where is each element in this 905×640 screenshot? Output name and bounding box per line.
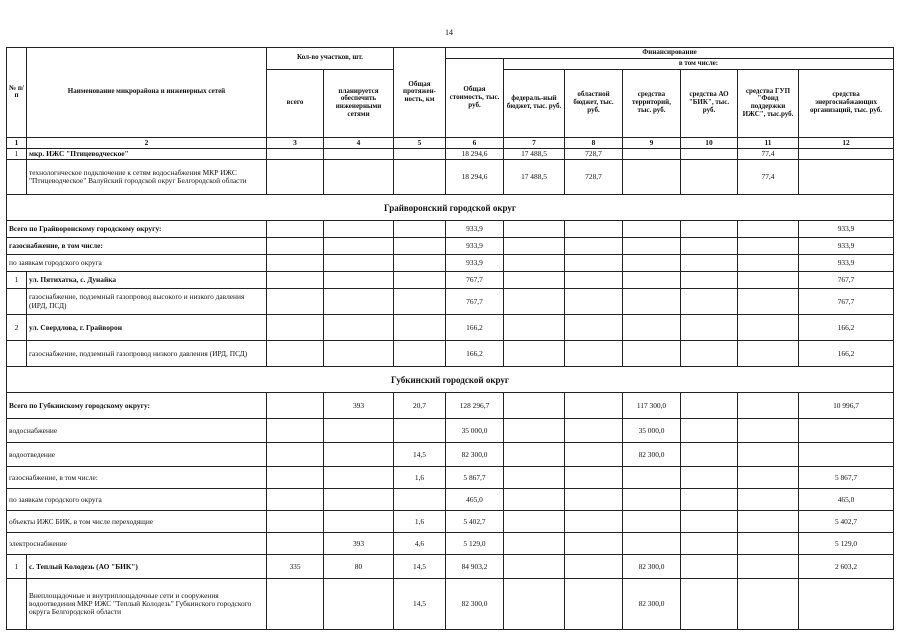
table-row	[7, 467, 894, 489]
header-regional: областной бюджет, тыс. руб.	[565, 69, 623, 137]
table-cell	[504, 555, 565, 579]
section-row	[7, 367, 894, 393]
table-cell: 77,4	[738, 160, 799, 195]
table-cell	[681, 511, 738, 533]
table-cell: 933,9	[446, 221, 504, 238]
table-cell: 933,9	[799, 238, 894, 255]
row-name: водоотведение	[7, 443, 267, 467]
table-cell	[324, 443, 394, 467]
table-cell	[267, 289, 324, 315]
row-name: Всего по Губкинскому городскому округу:	[7, 393, 267, 419]
row-number	[7, 341, 27, 367]
table-row	[7, 533, 894, 555]
table-cell: 5 129,0	[446, 533, 504, 555]
table-cell: 35 000,0	[623, 419, 681, 443]
header-num: № п/п	[7, 48, 27, 138]
table-cell: 5 867,7	[446, 467, 504, 489]
table-cell	[324, 221, 394, 238]
table-cell	[738, 419, 799, 443]
table-cell	[504, 341, 565, 367]
table-cell	[681, 341, 738, 367]
row-name: Внеплощадочные и внутриплощадочные сети и сооружения водоотведения МКР ИЖС "Теплый Колодезь" Губкинского городского округа Белгородской области	[27, 579, 267, 630]
section-row	[7, 195, 894, 221]
table-cell	[504, 467, 565, 489]
table-cell	[565, 419, 623, 443]
header-territory: средства территорий, тыс. руб.	[623, 69, 681, 137]
table-cell: 166,2	[446, 341, 504, 367]
table-cell	[681, 272, 738, 289]
table-cell	[267, 443, 324, 467]
table-cell: 767,7	[799, 272, 894, 289]
table-cell	[394, 255, 446, 272]
column-number: 4	[324, 137, 394, 148]
table-cell	[738, 533, 799, 555]
table-cell	[565, 272, 623, 289]
row-name: с. Теплый Колодезь (АО "БИК")	[27, 555, 267, 579]
table-cell: 14,5	[394, 555, 446, 579]
column-number: 3	[267, 137, 324, 148]
table-cell	[324, 315, 394, 341]
table-cell	[504, 315, 565, 341]
column-number: 2	[27, 137, 267, 148]
table-cell	[738, 255, 799, 272]
column-number: 7	[504, 137, 565, 148]
table-cell	[681, 289, 738, 315]
table-cell: 933,9	[799, 255, 894, 272]
table-cell: 82 300,0	[446, 443, 504, 467]
table-cell	[565, 555, 623, 579]
column-numbers-row	[7, 137, 894, 148]
table-cell	[394, 315, 446, 341]
table-cell	[565, 221, 623, 238]
table-cell	[738, 315, 799, 341]
row-name: по заявкам городского округа	[7, 255, 267, 272]
row-name: мкр. ИЖС "Птицеводческое"	[27, 148, 267, 159]
table-cell: 933,9	[799, 221, 894, 238]
table-cell: 5 402,7	[799, 511, 894, 533]
table-cell	[681, 555, 738, 579]
table-cell	[267, 221, 324, 238]
table-cell	[799, 443, 894, 467]
table-cell	[267, 148, 324, 159]
column-number: 6	[446, 137, 504, 148]
table-cell	[267, 255, 324, 272]
column-number: 1	[7, 137, 27, 148]
table-cell	[324, 579, 394, 630]
row-number	[7, 289, 27, 315]
table-cell: 14,5	[394, 443, 446, 467]
table-cell	[504, 511, 565, 533]
row-number: 2	[7, 315, 27, 341]
table-cell	[799, 148, 894, 159]
table-row	[7, 555, 894, 579]
table-cell: 4,6	[394, 533, 446, 555]
table-cell	[681, 393, 738, 419]
table-cell	[623, 148, 681, 159]
table-row	[7, 238, 894, 255]
table-cell: 767,7	[799, 289, 894, 315]
table-cell	[394, 160, 446, 195]
table-cell	[565, 579, 623, 630]
table-cell	[623, 315, 681, 341]
table-cell	[324, 511, 394, 533]
table-cell	[267, 315, 324, 341]
table-cell: 20,7	[394, 393, 446, 419]
table-cell: 728,7	[565, 148, 623, 159]
table-cell: 728,7	[565, 160, 623, 195]
table-cell	[799, 160, 894, 195]
table-cell	[738, 393, 799, 419]
table-cell: 18 294,6	[446, 160, 504, 195]
row-name: ул. Пятихатка, с. Дунайка	[27, 272, 267, 289]
table-cell: 128 296,7	[446, 393, 504, 419]
table-cell: 393	[324, 533, 394, 555]
table-cell	[738, 579, 799, 630]
table-cell: 166,2	[799, 315, 894, 341]
table-cell: 1,6	[394, 511, 446, 533]
table-cell	[799, 419, 894, 443]
table-cell	[324, 467, 394, 489]
table-cell	[324, 238, 394, 255]
table-cell	[681, 579, 738, 630]
row-name: по заявкам городского округа	[7, 489, 267, 511]
table-cell	[565, 289, 623, 315]
column-number: 5	[394, 137, 446, 148]
table-cell	[504, 489, 565, 511]
table-cell: 933,9	[446, 255, 504, 272]
table-cell	[623, 533, 681, 555]
table-cell	[504, 238, 565, 255]
table-cell	[681, 533, 738, 555]
table-row	[7, 419, 894, 443]
table-cell: 17 488,5	[504, 160, 565, 195]
table-cell	[394, 419, 446, 443]
table-cell	[324, 419, 394, 443]
table-cell	[504, 289, 565, 315]
row-number	[7, 160, 27, 195]
header-energy: средства энергоснабжающих организаций, тыс. руб.	[799, 69, 894, 137]
table-cell	[623, 511, 681, 533]
table-cell	[324, 289, 394, 315]
table-cell	[565, 255, 623, 272]
table-cell	[623, 272, 681, 289]
table-cell	[504, 393, 565, 419]
table-cell	[267, 160, 324, 195]
table-cell	[565, 315, 623, 341]
table-cell	[504, 533, 565, 555]
row-name: газоснабжение, в том числе:	[7, 238, 267, 255]
table-cell	[681, 419, 738, 443]
column-number: 9	[623, 137, 681, 148]
header-including: в том числе:	[504, 58, 894, 69]
column-number: 8	[565, 137, 623, 148]
table-cell: 80	[324, 555, 394, 579]
table-cell	[267, 238, 324, 255]
row-name: газоснабжение, подземный газопровод высокого и низкого давления (ИРД, ПСД)	[27, 289, 267, 315]
table-cell	[504, 272, 565, 289]
section-title: Грайворонский городской округ	[7, 195, 894, 221]
table-cell	[681, 489, 738, 511]
table-row	[7, 443, 894, 467]
table-cell	[681, 221, 738, 238]
table-cell	[565, 393, 623, 419]
column-number: 12	[799, 137, 894, 148]
table-cell: 14,5	[394, 579, 446, 630]
table-cell	[623, 289, 681, 315]
row-name: газоснабжение, подземный газопровод низкого давления (ИРД, ПСД)	[27, 341, 267, 367]
table-cell	[267, 393, 324, 419]
header-length: Общая протяжен-ность, км	[394, 48, 446, 138]
table-cell	[623, 255, 681, 272]
table-cell: 5 867,7	[799, 467, 894, 489]
row-name: электроснабжение	[7, 533, 267, 555]
row-name: объекты ИЖС БИК, в том числе переходящие	[7, 511, 267, 533]
table-cell	[623, 341, 681, 367]
table-row	[7, 148, 894, 159]
table-cell: 82 300,0	[623, 555, 681, 579]
table-cell	[504, 579, 565, 630]
table-row	[7, 341, 894, 367]
table-cell	[267, 579, 324, 630]
table-cell	[394, 272, 446, 289]
table-cell	[738, 443, 799, 467]
table-cell	[681, 467, 738, 489]
table-cell	[681, 443, 738, 467]
header-plots: Кол-во участков, шт.	[267, 48, 394, 70]
header-plots-planned: планируется обеспечить инженерными сетями	[324, 69, 394, 137]
table-cell	[738, 341, 799, 367]
table-cell	[565, 489, 623, 511]
table-cell	[738, 511, 799, 533]
table-cell	[738, 289, 799, 315]
table-cell: 84 903,2	[446, 555, 504, 579]
table-cell	[565, 533, 623, 555]
row-name: водоснабжение	[7, 419, 267, 443]
table-row	[7, 272, 894, 289]
table-cell	[504, 419, 565, 443]
table-cell: 166,2	[799, 341, 894, 367]
table-cell	[623, 160, 681, 195]
header-gup: средства ГУП "Фонд поддержки ИЖС", тыс.руб.	[738, 69, 799, 137]
table-cell	[394, 148, 446, 159]
table-cell: 2 603,2	[799, 555, 894, 579]
header-bik: средства АО "БИК", тыс. руб.	[681, 69, 738, 137]
table-row	[7, 489, 894, 511]
table-cell	[623, 489, 681, 511]
table-cell	[394, 238, 446, 255]
section-title: Губкинский городской округ	[7, 367, 894, 393]
table-cell	[324, 341, 394, 367]
table-cell: 767,7	[446, 272, 504, 289]
table-cell	[267, 341, 324, 367]
table-cell	[623, 221, 681, 238]
row-number	[7, 579, 27, 630]
table-cell: 77,4	[738, 148, 799, 159]
table-cell	[394, 489, 446, 511]
table-row	[7, 315, 894, 341]
table-cell	[267, 467, 324, 489]
table-cell	[324, 255, 394, 272]
row-number: 1	[7, 272, 27, 289]
header-total-cost: Общая стоимость, тыс. руб.	[446, 58, 504, 137]
table-cell: 1,6	[394, 467, 446, 489]
table-cell	[324, 148, 394, 159]
row-name: технологическое подключение к сетям водоснабжения МКР ИЖС "Птицеводческое" Валуйский городской округ Белгородской области	[27, 160, 267, 195]
table-cell	[681, 315, 738, 341]
table-cell: 82 300,0	[623, 443, 681, 467]
header-financing: Финансирование	[446, 48, 894, 59]
table-cell: 335	[267, 555, 324, 579]
table-cell	[681, 160, 738, 195]
table-cell: 465,0	[799, 489, 894, 511]
table-cell	[394, 289, 446, 315]
table-cell	[738, 467, 799, 489]
row-name: ул. Свердлова, г. Грайворон	[27, 315, 267, 341]
table-cell	[394, 341, 446, 367]
table-cell	[267, 511, 324, 533]
financing-table	[6, 47, 894, 630]
table-cell	[504, 255, 565, 272]
table-cell: 18 294,6	[446, 148, 504, 159]
header-plots-total: всего	[267, 69, 324, 137]
table-row	[7, 255, 894, 272]
table-cell	[324, 489, 394, 511]
table-cell	[738, 221, 799, 238]
header-federal: федераль-ный бюджет, тыс. руб.	[504, 69, 565, 137]
table-cell	[681, 238, 738, 255]
table-row	[7, 289, 894, 315]
table-cell: 767,7	[446, 289, 504, 315]
table-row	[7, 393, 894, 419]
table-cell	[799, 579, 894, 630]
table-cell: 82 300,0	[446, 579, 504, 630]
table-cell	[681, 255, 738, 272]
table-cell: 17 488,5	[504, 148, 565, 159]
table-cell: 5 402,7	[446, 511, 504, 533]
table-cell	[565, 341, 623, 367]
table-cell: 82 300,0	[623, 579, 681, 630]
table-cell	[738, 272, 799, 289]
table-cell	[738, 238, 799, 255]
table-cell	[565, 238, 623, 255]
column-number: 10	[681, 137, 738, 148]
table-cell: 166,2	[446, 315, 504, 341]
table-cell	[738, 555, 799, 579]
table-cell	[267, 419, 324, 443]
table-cell	[565, 467, 623, 489]
row-name: Всего по Грайворонскому городскому округу:	[7, 221, 267, 238]
table-cell	[324, 160, 394, 195]
table-cell: 10 996,7	[799, 393, 894, 419]
row-number: 1	[7, 555, 27, 579]
column-number: 11	[738, 137, 799, 148]
table-cell: 5 129,0	[799, 533, 894, 555]
table-cell: 465,0	[446, 489, 504, 511]
table-cell: 933,9	[446, 238, 504, 255]
table-row	[7, 511, 894, 533]
table-cell	[267, 533, 324, 555]
table-row	[7, 160, 894, 195]
row-number: 1	[7, 148, 27, 159]
table-cell	[681, 148, 738, 159]
table-cell	[267, 272, 324, 289]
row-name: газоснабжение, в том числе:	[7, 467, 267, 489]
table-cell: 117 300,0	[623, 393, 681, 419]
page-number: 14	[445, 28, 453, 37]
table-cell	[504, 443, 565, 467]
header-name: Наименование микрорайона и инженерных сетей	[27, 48, 267, 138]
table-cell	[565, 443, 623, 467]
table-row	[7, 221, 894, 238]
table-cell	[565, 511, 623, 533]
table-cell	[504, 221, 565, 238]
table-cell	[623, 238, 681, 255]
table-cell	[394, 221, 446, 238]
table-cell: 35 000,0	[446, 419, 504, 443]
table-cell	[623, 467, 681, 489]
table-cell	[738, 489, 799, 511]
table-cell: 393	[324, 393, 394, 419]
table-cell	[324, 272, 394, 289]
table-row	[7, 579, 894, 630]
table-cell	[267, 489, 324, 511]
